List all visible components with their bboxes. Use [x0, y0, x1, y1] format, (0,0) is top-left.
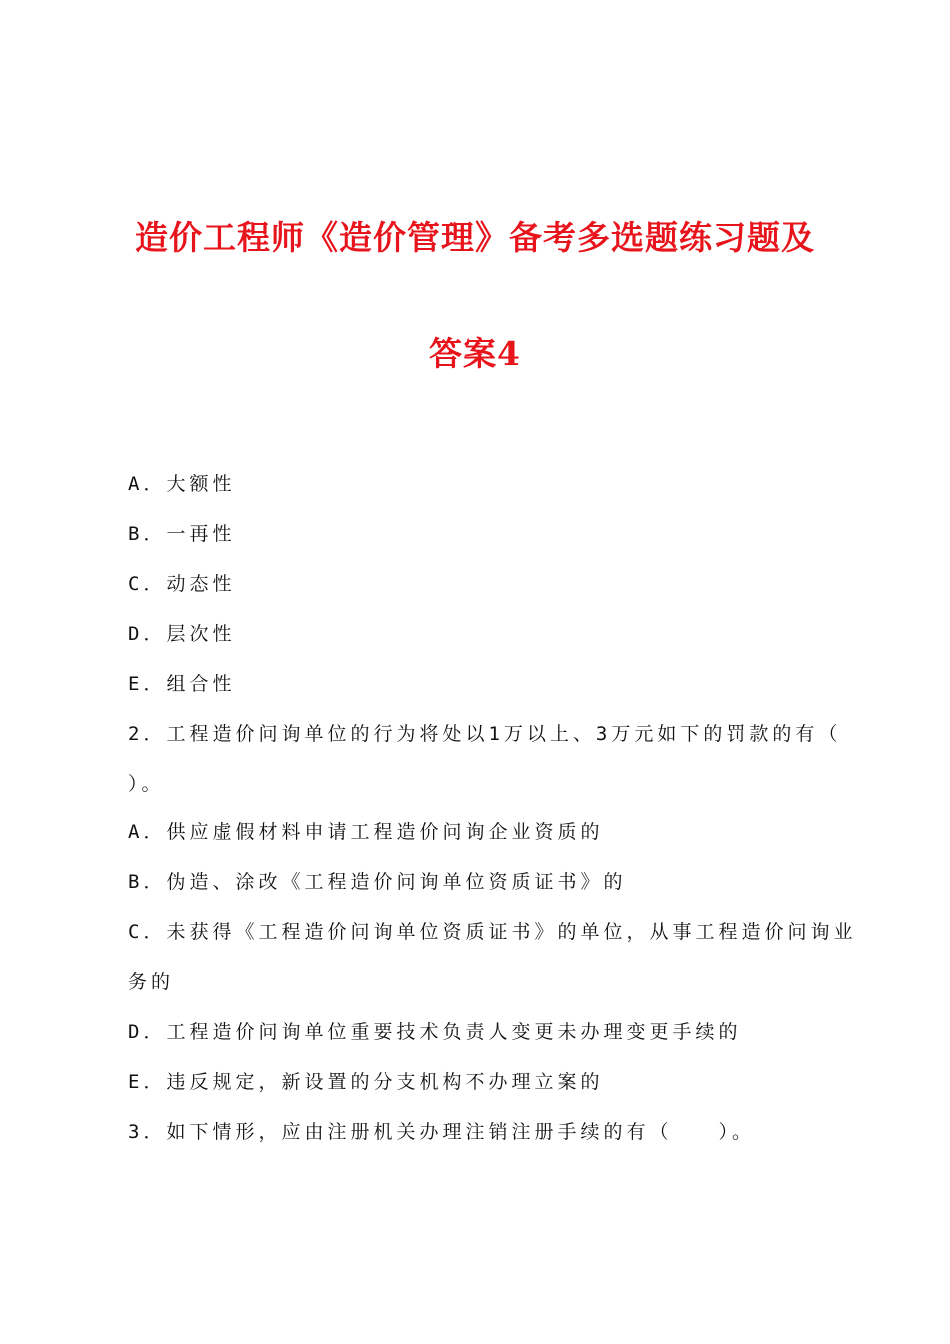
- option-e-combinational: E．组合性: [128, 673, 236, 695]
- q2-option-c-continued: 务的: [128, 971, 175, 993]
- q2-option-d: D．工程造价问询单位重要技术负责人变更未办理变更手续的: [128, 1021, 742, 1043]
- option-a-large-amount: A．大额性: [128, 473, 236, 495]
- question-3-text: 3．如下情形，应由注册机关办理注销注册手续的有（ ）。: [128, 1121, 755, 1143]
- option-b-single-nature: B．一再性: [128, 523, 236, 545]
- document-title-line-1: 造价工程师《造价管理》备考多选题练习题及: [135, 218, 815, 257]
- document-title-line-2: 答案4: [429, 334, 521, 373]
- question-2-text-continued: ）。: [128, 773, 165, 795]
- q2-option-e: E．违反规定，新设置的分支机构不办理立案的: [128, 1071, 604, 1093]
- option-c-dynamic: C．动态性: [128, 573, 236, 595]
- q2-option-b: B．伪造、涂改《工程造价问询单位资质证书》的: [128, 871, 627, 893]
- q2-option-a: A．供应虚假材料申请工程造价问询企业资质的: [128, 821, 604, 843]
- q2-option-c: C．未获得《工程造价问询单位资质证书》的单位，从事工程造价问询业: [128, 921, 857, 943]
- option-d-hierarchical: D．层次性: [128, 623, 236, 645]
- question-2-text: 2．工程造价问询单位的行为将处以1万以上、3万元如下的罚款的有（: [128, 723, 842, 745]
